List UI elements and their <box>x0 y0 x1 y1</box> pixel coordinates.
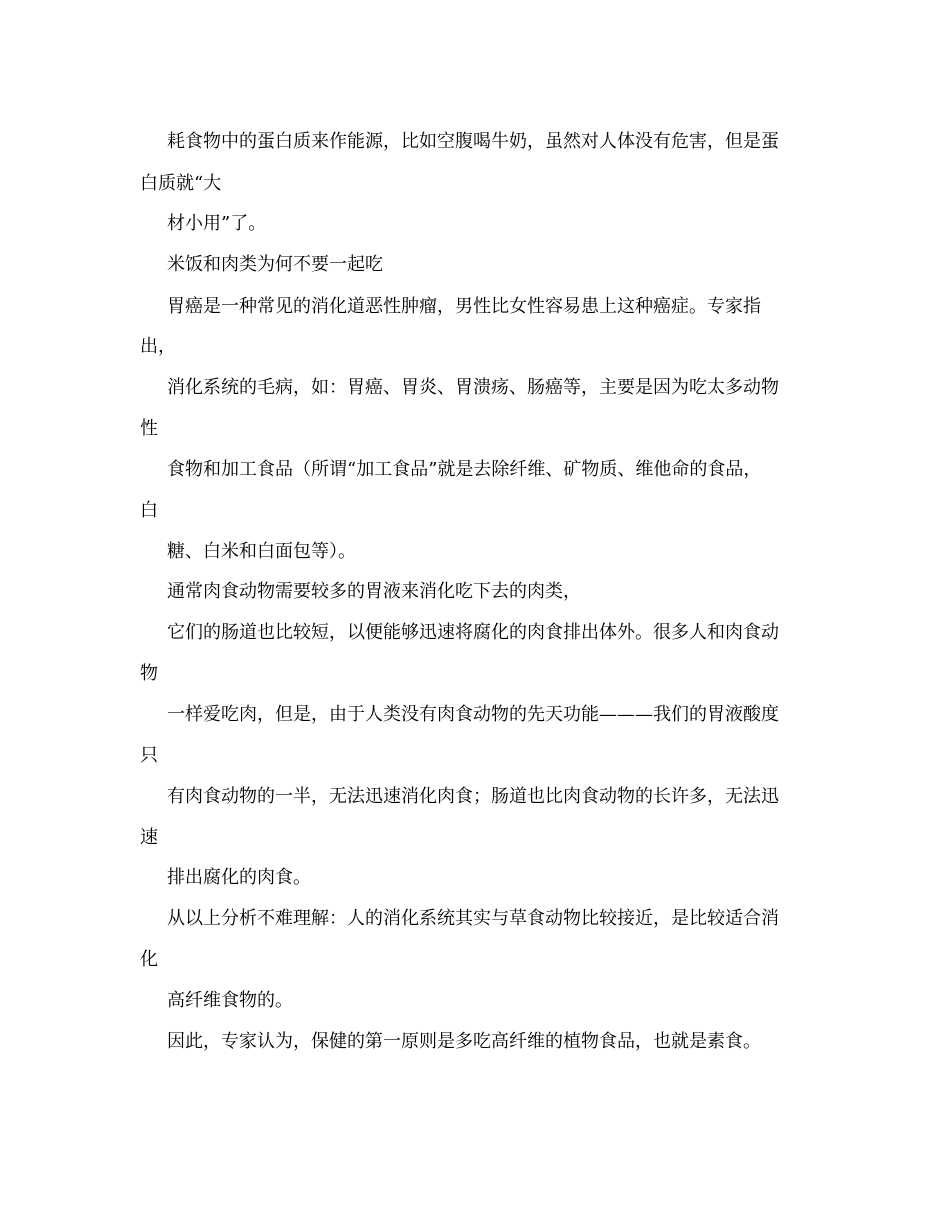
paragraph-line: 排出腐化的肉食。 <box>167 867 311 888</box>
paragraph-line: 耗食物中的蛋白质来作能源，比如空腹喝牛奶，虽然对人体没有危害，但是蛋 <box>167 131 779 152</box>
paragraph-line: 化 <box>140 949 158 970</box>
paragraph-line: 白 <box>140 500 158 521</box>
paragraph-line: 出， <box>140 336 176 357</box>
section-heading: 米饭和肉类为何不要一起吃 <box>167 254 383 275</box>
paragraph-line: 食物和加工食品（所谓“加工食品”就是去除纤维、矿物质、维他命的食品， <box>167 459 762 480</box>
paragraph-line: 糖、白米和白面包等）。 <box>167 541 356 562</box>
paragraph-line: 消化系统的毛病，如：胃癌、胃炎、胃溃疡、肠癌等，主要是因为吃太多动物 <box>167 377 779 398</box>
paragraph-line: 材小用”了。 <box>167 213 267 234</box>
paragraph-line: 从以上分析不难理解：人的消化系统其实与草食动物比较接近，是比较适合消 <box>167 908 779 929</box>
paragraph-line: 只 <box>140 745 158 766</box>
paragraph-line: 一样爱吃肉，但是，由于人类没有肉食动物的先天功能———我们的胃液酸度 <box>167 704 779 725</box>
paragraph-line: 它们的肠道也比较短，以便能够迅速将腐化的肉食排出体外。很多人和肉食动 <box>167 622 779 643</box>
paragraph-line: 胃癌是一种常见的消化道恶性肿瘤，男性比女性容易患上这种癌症。专家指 <box>167 296 761 317</box>
paragraph-line: 有肉食动物的一半，无法迅速消化肉食；肠道也比肉食动物的长许多，无法迅 <box>167 786 779 807</box>
paragraph-line: 高纤维食物的。 <box>167 990 293 1011</box>
paragraph-line: 速 <box>140 827 158 848</box>
paragraph-line: 通常肉食动物需要较多的胃液来消化吃下去的肉类， <box>167 581 581 602</box>
paragraph-line: 因此，专家认为，保健的第一原则是多吃高纤维的植物食品，也就是素食。 <box>167 1031 761 1052</box>
paragraph-line: 物 <box>140 663 158 684</box>
paragraph-line: 白质就“大 <box>140 173 222 194</box>
paragraph-line: 性 <box>140 418 158 439</box>
